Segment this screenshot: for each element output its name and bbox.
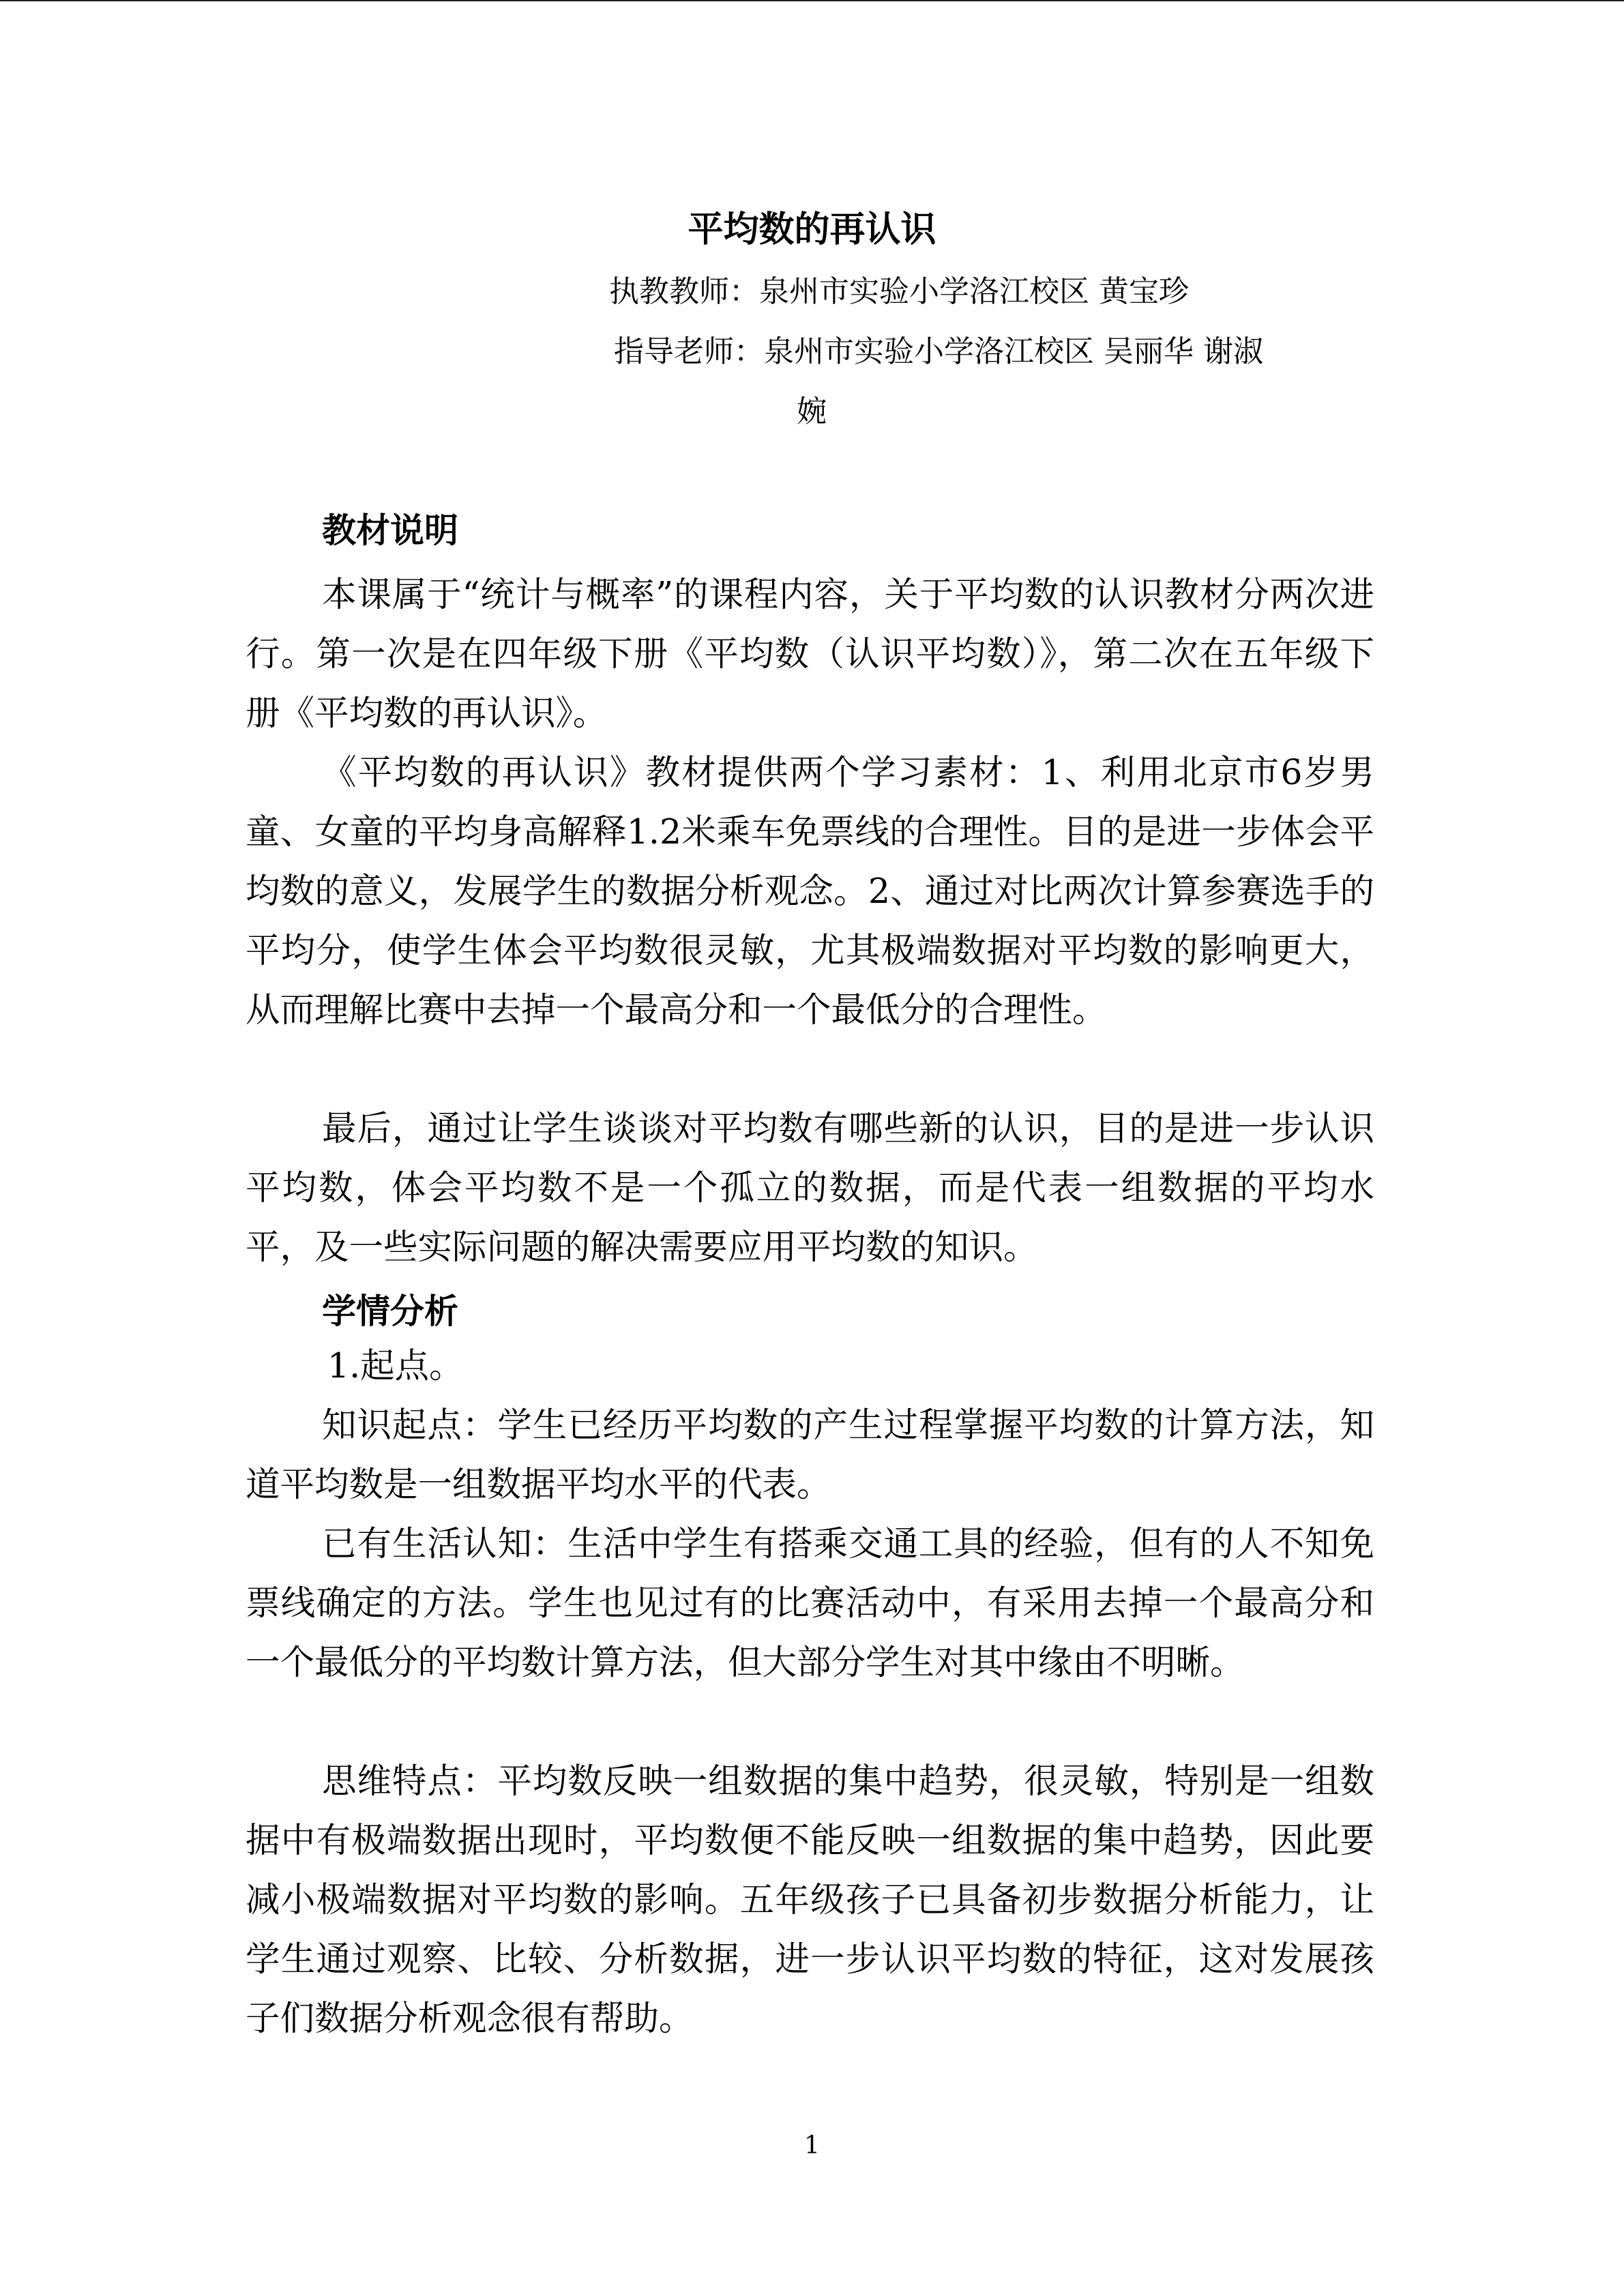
paragraph-knowledge-start: 知识起点：学生已经历平均数的产生过程掌握平均数的计算方法，知道平均数是一组数据平均水平的代表。	[246, 1405, 1374, 1504]
teacher-line: 执教教师：泉州市实验小学洛江校区 黄宝珍	[609, 274, 1189, 309]
paragraph-textbook-intro: 本课属于“统计与概率”的课程内容，关于平均数的认识教材分两次进行。第一次是在四年级下册《平均数（认识平均数）》，第二次在五年级下册《平均数的再认识》。	[246, 574, 1374, 733]
section-heading-learner-analysis: 学情分析	[322, 1292, 458, 1331]
page-number: 1	[804, 2132, 820, 2160]
paragraph-life-experience: 已有生活认知：生活中学生有搭乘交通工具的经验，但有的人不知免票线确定的方法。学生也见过有的比赛活动中，有采用去掉一个最高分和一个最低分的平均数计算方法，但大部分学生对其中缘由不明晰。	[246, 1523, 1374, 1682]
section-heading-textbook: 教材说明	[322, 511, 458, 550]
paragraph-textbook-materials: 《平均数的再认识》教材提供两个学习素材：1、利用北京市6岁男童、女童的平均身高解释1.2米乘车免票线的合理性。目的是进一步体会平均数的意义，发展学生的数据分析观念。2、通过对比两次计算参赛选手的平均分，使学生体会平均数很灵敏，尤其极端数据对平均数的影响更大，从而理解比赛中去掉一个最高分和一个最低分的合理性。	[246, 752, 1374, 1030]
page-top-border	[0, 0, 1624, 1]
advisor-line: 指导老师：泉州市实验小学洛江校区 吴丽华 谢淑	[614, 334, 1263, 369]
document-title: 平均数的再认识	[688, 209, 936, 250]
subheading-starting-point: 1.起点。	[327, 1345, 464, 1386]
advisor-line-continued: 婉	[797, 394, 827, 429]
paragraph-thinking-features: 思维特点：平均数反映一组数据的集中趋势，很灵敏，特别是一组数据中有极端数据出现时，平均数便不能反映一组数据的集中趋势，因此要减小极端数据对平均数的影响。五年级孩子已具备初步数据分析能力，让学生通过观察、比较、分析数据，进一步认识平均数的特征，这对发展孩子们数据分析观念很有帮助。	[246, 1761, 1374, 2038]
paragraph-textbook-conclusion: 最后，通过让学生谈谈对平均数有哪些新的认识，目的是进一步认识平均数，体会平均数不是一个孤立的数据，而是代表一组数据的平均水平，及一些实际问题的解决需要应用平均数的知识。	[246, 1108, 1374, 1267]
